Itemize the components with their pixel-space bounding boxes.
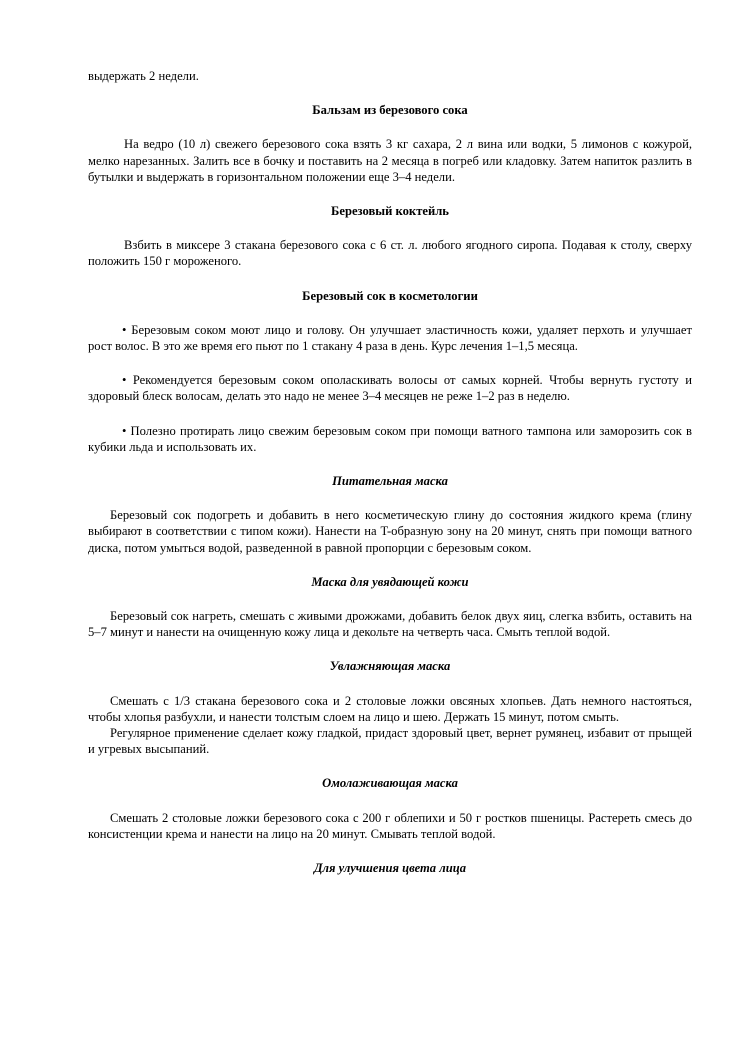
cosmetology-bullet-3: • Полезно протирать лицо свежим березовым соком при помощи ватного тампона или заморозить сок в кубики льда и использовать их. (88, 423, 692, 454)
nourishing-mask-heading: Питательная маска (332, 474, 448, 489)
aging-skin-mask-paragraph: Березовый сок нагреть, смешать с живыми дрожжами, добавить белок двух яиц, слегка взбить, оставить на 5–7 минут и нанести на очищенную кожу лица и декольте на четверть часа. Смыть теплой водой. (88, 609, 692, 640)
nourishing-mask-paragraph: Березовый сок подогреть и добавить в него косметическую глину до состояния жидкого крема (глину выбирают в соответствии с типом кожи). Нанести на T-образную зону на 20 минут, снять при помощи ватного диска, потом умыться водой, разведенной в равной пропорции с березовым соком. (88, 508, 692, 555)
aging-skin-mask-heading: Маска для увядающей кожи (311, 574, 469, 589)
moisturizing-mask-paragraph-1: Смешать с 1/3 стакана березового сока и 2 столовые ложки овсяных хлопьев. Дать немного настояться, чтобы хлопья разбухли, и нанести толстым слоем на лицо и шею. Держать 15 минут, потом смыть. (88, 693, 692, 724)
moisturizing-mask-heading: Увлажняющая маска (329, 659, 451, 674)
intro-tail-text: выдержать 2 недели. (88, 69, 199, 83)
moisturizing-mask-paragraph-2: Регулярное применение сделает кожу гладкой, придаст здоровый цвет, вернет румянец, избавит от прыщей и угревых высыпаний. (88, 726, 692, 757)
cosmetology-bullet-1: • Березовым соком моют лицо и голову. Он улучшает эластичность кожи, удаляет перхоть и улучшает рост волос. В это же время его пьют по 1 стакану 4 раза в день. Курс лечения 1–1,5 месяца. (88, 322, 692, 354)
rejuvenating-mask-heading: Омолаживающая маска (322, 776, 458, 791)
document-page (88, 68, 692, 876)
cocktail-heading: Березовый коктейль (331, 204, 449, 219)
cosmetology-bullet-2: • Рекомендуется березовым соком ополаскивать волосы от самых корней. Чтобы вернуть густоту и здоровый блеск волосам, делать это надо не менее 3–4 месяцев не реже 1–2 раз в неделю. (88, 373, 692, 404)
complexion-heading: Для улучшения цвета лица (313, 861, 467, 876)
cosmetology-heading: Березовый сок в косметологии (302, 288, 478, 303)
balsam-heading: Бальзам из березового сока (312, 103, 468, 118)
cocktail-paragraph: Взбить в миксере 3 стакана березового сока с 6 ст. л. любого ягодного сиропа. Подавая к столу, сверху положить 150 г мороженого. (88, 238, 692, 269)
balsam-paragraph: На ведро (10 л) свежего березового сока взять 3 кг сахара, 2 л вина или водки, 5 лимонов с кожурой, мелко нарезанных. Залить все в бочку и поставить на 2 месяца в погреб или кладовку. Затем напиток разлить в бутылки и выдержать в горизонтальном положении еще 3–4 недели. (88, 137, 692, 184)
rejuvenating-mask-paragraph: Смешать 2 столовые ложки березового сока с 200 г облепихи и 50 г ростков пшеницы. Растереть смесь до консистенции крема и нанести на лицо на 20 минут. Смывать теплой водой. (88, 810, 692, 841)
